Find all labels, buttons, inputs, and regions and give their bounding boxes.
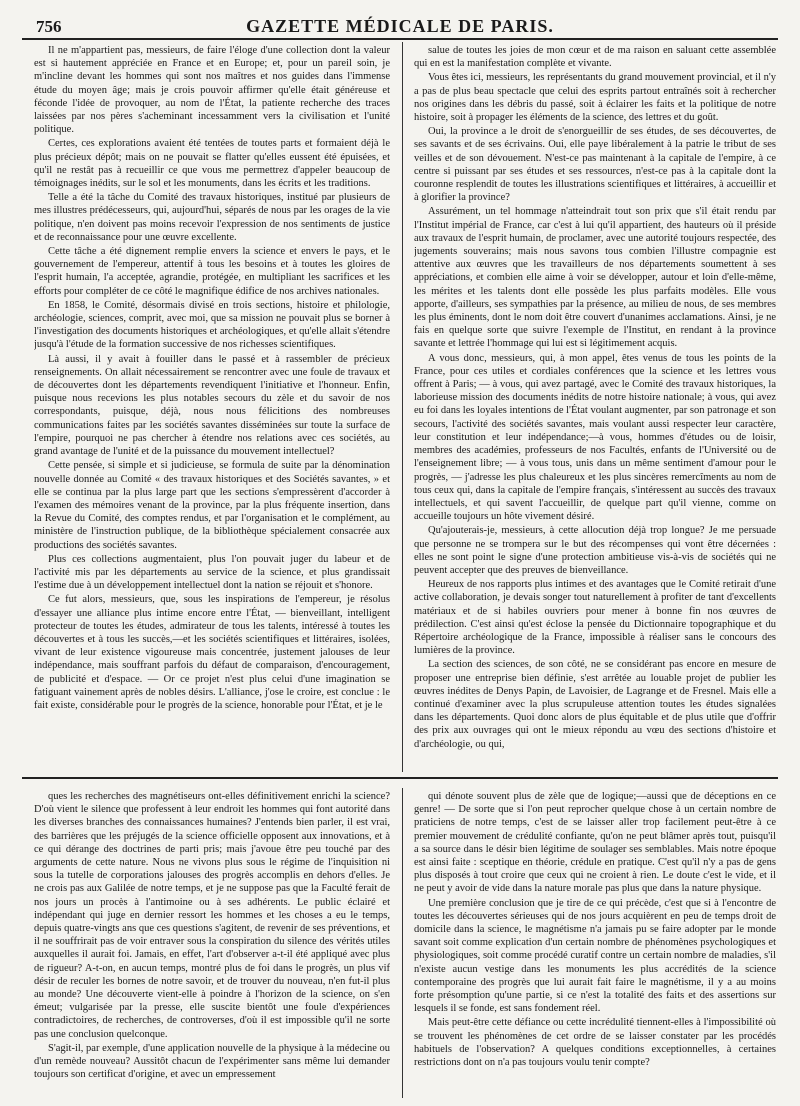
paragraph: Là aussi, il y avait à fouiller dans le passé et à rassembler de précieux renseignements. On allait nécessairement se rencontrer avec une foule de travaux et de découvertes dont les départements revendiquent l'initiative et l'honneur. Enfin, puisque nous recevions les plus notables secours du zèle et du savoir de nos correspondants, puisque, déjà, nous nous félicitions des nombreuses communications faites par les sociétés savantes disséminées sur toute la surface de l'empire, pourquoi ne pas chercher à étendre nos relations avec ces sociétés, au grand avantage de l'unité et de la puissance du mouvement intellectuel? — [34, 353, 390, 458]
paragraph: Plus ces collections augmentaient, plus l'on pouvait juger du labeur et de l'activité mis par les départements au service de la science, et plus grandissait l'estime due à un développement intellectuel dont la nation se réjouit et s'honore. — [34, 553, 390, 592]
column-bottom-left — [34, 790, 390, 1096]
paragraph: A vous donc, messieurs, qui, à mon appel, êtes venus de tous les points de la France, pour ces utiles et cordiales conférences que la science et les lettres vous offrent à Paris; — à vous, qui avez partagé, avec le Comité des travaux historiques, la laborieuse mission des documents inédits de notre histoire nationale; à vous, qui avez eu foi dans les loyales intentions de l'État voulant augmenter, par son patronage et son secours, l'activité des sociétés savantes, mais voulant aussi respecter leur caractère, leur constitution et leur indépendance;—à vous, hommes d'études ou de loisir, membres des académies, professeurs de nos Facultés, enfants de l'Université ou de l'enseignement libre; — à vous tous, unis dans un même sentiment d'amour pour le progrès, — j'adresse les plus chaleureux et les plus sincères remercîments au nom de tous ceux qui, dans la capitale de l'empire français, s'intéressent au succès des travaux intellectuels, et qui savent l'accueillir, de quelque part qu'il vienne, comme on accueille toujours un hôte vivement désiré. — [414, 352, 776, 523]
paragraph: Assurément, un tel hommage n'atteindrait tout son prix que s'il était rendu par l'Institut impérial de France, car c'est à lui qu'il appartient, des hauteurs où il préside aux travaux de l'esprit humain, de proclamer, avec une autorité toujours respectée, des jugements souverains; mais nous savons tous combien l'illustre compagnie est attentive aux œuvres que les travailleurs de nos départements soumettent à ses appréciations, et combien elle aime à voir se développer, autour et loin d'elle-même, les mérites et les talents dont elle possède les plus parfaits modèles. Elle vous apporte, d'ailleurs, ses sympathies par la présence, au milieu de nous, de ses membres les plus éminents, dont le nom doit être couvert d'unanimes acclamations. Ainsi, je ne fais en quelque sorte que suivre l'exemple de l'Institut, en rendant à la province savante et lettrée l'hommage qui lui est si légitimement acquis. — [414, 206, 776, 350]
paragraph: Une première conclusion que je tire de ce qui précède, c'est que si à l'encontre de toutes les découvertes sérieuses qui de nos jours acquièrent en peu de temps droit de domicile dans la science, le magnétisme n'a jamais pu se faire adopter par le monde savant soit comme explication d'un certain nombre de phénomènes psychologiques et physiologiques, soit comme procédé curatif contre un certain nombre de maladies, s'il n'existe aucun vestige dans les monuments les plus accrédités de la science contemporaine des progrès que lui aurait fait faire le magnétisme, il y a au moins forte présomption qu'une partie, si ce n'est la totalité des faits et des assertions sur lesquels il se fonde, est sans fondement réel. — [414, 897, 776, 1015]
paragraph: ques les recherches des magnétiseurs ont-elles définitivement enrichi la science? D'où vient le silence que professent à leur endroit les hommes qui font autorité dans les diverses branches des connaissances humaines? J'entends bien parler, il est vrai, des barrières que les préjugés de la science officielle opposent aux innovations, et à ce qui dérange des doctrines de parti pris; mais j'avoue être peu touché par des arguments de cette nature. Nous ne vivons plus sous le régime de l'inquisition ni sous la tutelle de corporations jalouses des progrès accomplis en dehors d'elles. Je ne crois pas aux Galilée de notre temps, et je ne suppose pas que la Faculté ferait de nos jours un procès à l'antimoine ou à ses adhérents. Le public éclairé et indépendant qui juge en dernier ressort les hommes et les choses a eu le temps, depuis quatre-vingts ans que ces questions s'agitent, de revenir de ses préventions, et il ne souffrirait pas de voir entraver sous la conspiration du silence des vérités utiles auxquelles il aurait foi. Jamais, en effet, l'art d'observer a-t-il été appliqué avec plus de rigueur? A-t-on, en aucun temps, montré plus de foi dans le progrès, un plus vif désir de reculer les bornes de notre savoir, et de trouver du nouveau, n'en fut-il plus au monde? Une découverte vient-elle à poindre à l'horizon de la science, on s'en émeut; vulgarisée par la presse, elle suscite bientôt une foule d'expériences contradictoires, de recherches, de controverses, d'où il est impossible qu'il ne sorte pas une conclusion quelconque. — [34, 791, 390, 1040]
paragraph: Mais peut-être cette défiance ou cette incrédulité tiennent-elles à l'impossibilité où se trouvent les phénomènes de cet ordre de se laisser constater par les procédés habituels de l'observation? A quelques conditions exceptionnelles, à certaines restrictions dont on n'a pas toujours voulu tenir compte? — [414, 1017, 776, 1069]
paragraph: Qu'ajouterais-je, messieurs, à cette allocution déjà trop longue? Je me persuade que personne ne se trompera sur le but des récompenses qui vont être décernées : elles ne sont point le signe d'une protection ambitieuse vis-à-vis de sociétés qui ne peuvent accepter que des preuves de bienveillance. — [414, 525, 776, 576]
paragraph: Cette tâche a été dignement remplie envers la science et envers le pays, et le gouvernement de l'empereur, attentif à tous les besoins et à toutes les gloires de l'esprit humain, l'a acceptée, agrandie, protégée, en multipliant les sacrifices et les efforts pour compléter de ce côté le magnifique édifice de nos archives nationales. — [34, 246, 390, 297]
paragraph: Telle a été la tâche du Comité des travaux historiques, institué par plusieurs de mes illustres prédécesseurs, qui, aujourd'hui, séparés de nous par les orages de la vie politique, n'en doivent pas moins recevoir l'expression de nos sentiments de justice et de reconnaissance pour une œuvre excellente. — [34, 192, 390, 243]
paragraph: Il ne m'appartient pas, messieurs, de faire l'éloge d'une collection dont la valeur est si hautement appréciée en France et en Europe; et, pour un pareil soin, je m'incline devant les hommes qui sont nos maîtres et nos guides dans l'immense étude du moyen âge; mais je crois pouvoir affirmer qu'elle était généreuse et féconde l'idée de provoquer, au nom de l'État, la patiente recherche des traces laissées par nos pères s'acheminant incessamment vers la civilisation et l'unité politique. — [34, 45, 390, 136]
column-divider-bottom — [402, 788, 403, 1098]
gazette-title: GAZETTE MÉDICALE DE PARIS. — [246, 16, 554, 36]
column-bottom-right — [414, 790, 776, 1096]
page-header — [22, 14, 778, 40]
column-divider-top — [402, 42, 403, 772]
paragraph: Certes, ces explorations avaient été tentées de toutes parts et formaient déjà le plus précieux dépôt; mais on ne pouvait se flatter qu'elles eussent été épuisées, et qu'il ne restât pas à recueillir ce que vous me permettrez d'appeler beaucoup de témoignages inédits, sur le sol et les monuments, dans les écrits et les traditions. — [34, 138, 390, 190]
page-number: 756 — [36, 17, 62, 36]
paragraph: salue de toutes les joies de mon cœur et de ma raison en saluant cette assemblée qui en est la manifestation complète et vivante. — [414, 45, 776, 70]
paragraph: En 1858, le Comité, désormais divisé en trois sections, histoire et philologie, archéologie, sciences, comprit, avec moi, que sa mission ne pouvait plus se borner à l'investigation des documents historiques et archéologiques, et qu'elle allait s'étendre jusqu'à l'étude de la formation successive de nos richesses scientifiques. — [34, 299, 390, 351]
paragraph: Oui, la province a le droit de s'enorgueillir de ses études, de ses découvertes, de ses savants et de ses écrivains. Oui, elle paye libéralement à la patrie le tribut de ses veilles et de son dévouement. N'est-ce pas maintenant à la capitale de l'empire, à ce centre si puissant par ses études et ses ressources, n'est-ce pas à la capitale dont la couronne resplendit de toutes les illustrations scientifiques et littéraires, à accueillir et à glorifier la province? — [414, 126, 776, 204]
paragraph: Vous êtes ici, messieurs, les représentants du grand mouvement provincial, et il n'y a pas de plus beau spectacle que celui des esprits partout entraînés soit à rechercher nos origines dans les débris du passé, soit à éclairer les faits et la politique de notre histoire, soit à propager les éléments de la science, des lettres et du goût. — [414, 72, 776, 124]
paragraph: qui dénote souvent plus de zèle que de logique;—aussi que de déceptions en ce genre! — De sorte que si l'on peut reprocher quelque chose à un certain nombre de praticiens de notre temps, c'est de se laisser aller trop facilement peut-être à ce premier mouvement de crédulité confiante, qu'on ne peut blâmer après tout, puisqu'il a sa source dans le désir bien légitime de soulager ses semblables. Mais notre époque est ainsi faite : sceptique en théorie, crédule en pratique. C'est qu'il n'y a pas de gens plus disposés à tout croire que ceux qui ne croient à rien. Le doute c'est le vide, et il ne peut y avoir de vide dans la nature morale pas plus que dans la nature physique. — [414, 791, 776, 895]
paragraph: Heureux de nos rapports plus intimes et des avantages que le Comité retirait d'une active collaboration, je devais songer tout naturellement à profiter de tant d'excellents matériaux et de si habiles ouvriers pour mener à bonne fin nos œuvres de prédilection. C'est ainsi qu'est éclose la pensée du Dictionnaire topographique et du Répertoire archéologique de la France, impossible à réaliser sans le concours des lumières de la province. — [414, 579, 776, 657]
paragraph: Ce fut alors, messieurs, que, sous les inspirations de l'empereur, je résolus d'essayer une alliance plus intime encore entre l'État, — bienveillant, intelligent protecteur de toutes les études, admirateur de tous les talents, intéressé à toutes les découvertes et à tous les succès,—et les sociétés scientifiques et littéraires, isolées, vivant de leur existence vigoureuse mais concentrée, justement jalouses de leur indépendance, mais souffrant parfois du défaut de comparaison, d'encouragement, de publicité et d'espace. — Or ce projet n'est plus celui d'une imagination se fatiguant vainement après de nobles désirs. L'alliance, j'ose le croire, est conclue : le fait existe, considérable pour le progrès de la science, honorable pour l'État, et je le — [34, 594, 390, 711]
paragraph: Cette pensée, si simple et si judicieuse, se formula de suite par la dénomination nouvelle donnée au Comité « des travaux historiques et des Sociétés savantes, » et elle se continua par la plus large part que les sections s'empressèrent d'accorder à l'examen des mémoires venant de la province, par la plus fréquente insertion, dans la Revue du Comité, des comptes rendus, et par l'organisation et le complément, au ministère de l'instruction publique, de la bibliothèque spécialement consacrée aux productions des sociétés savantes. — [34, 460, 390, 551]
column-top-left — [34, 44, 390, 770]
paragraph: S'agit-il, par exemple, d'une application nouvelle de la physique à la médecine ou d'un remède nouveau? Aussitôt chacun de l'expérimenter sans même lui demander toujours son certificat d'origine, et avec un empressement — [34, 1042, 390, 1081]
section-divider — [22, 777, 778, 779]
column-top-right — [414, 44, 776, 770]
paragraph: La section des sciences, de son côté, ne se considérant pas encore en mesure de proposer une entreprise bien définie, s'est arrêtée au louable projet de publier les œuvres inédites de Denys Papin, de Lavoisier, de Lagrange et de Fresnel. Mais elle a continué d'examiner avec la plus scrupuleuse attention toutes les études signalées dans les départements. Quoi donc alors de plus équitable et de plus utile que d'offrir des prix aux ouvrages qui ont le mieux répondu au vœu des sections d'histoire et d'archéologie, ou qui, — [414, 659, 776, 750]
